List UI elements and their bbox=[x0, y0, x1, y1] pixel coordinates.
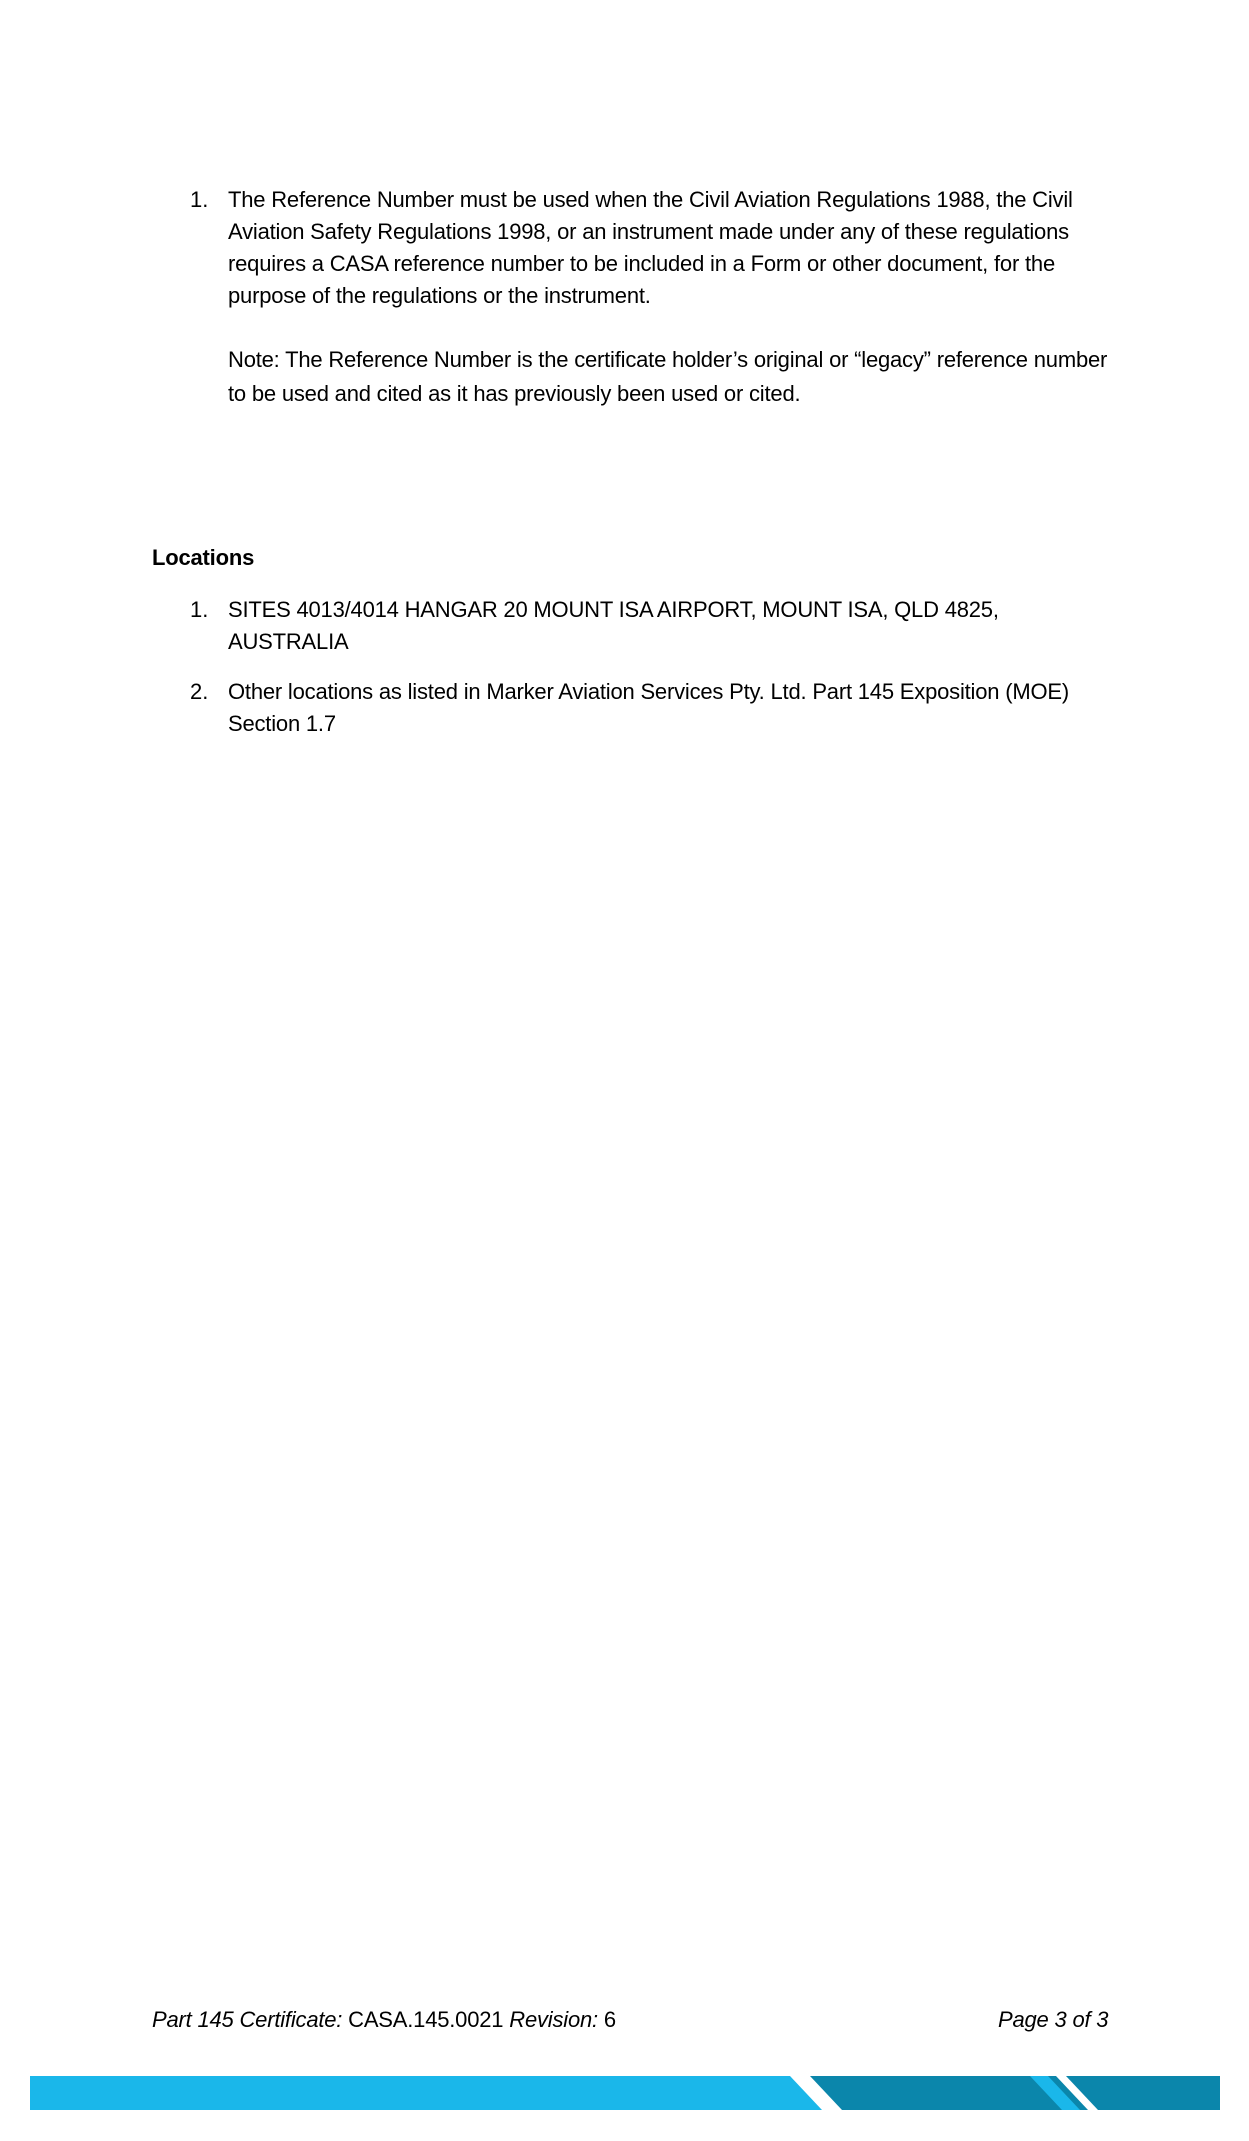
note-line: Note: The Reference Number is the certificate holder’s original or “legacy” reference number bbox=[228, 347, 1108, 372]
note-item-number: 1. bbox=[190, 187, 209, 212]
footer-band-graphic bbox=[0, 2076, 1249, 2110]
footer-page-number bbox=[998, 2005, 1108, 2035]
note-item-line: Aviation Safety Regulations 1998, or an instrument made under any of these regulations bbox=[228, 219, 1069, 244]
note-item-line: purpose of the regulations or the instrument. bbox=[228, 283, 651, 308]
revision-label: Revision: bbox=[509, 2007, 598, 2032]
footer-certificate bbox=[152, 2005, 616, 2035]
certificate-value: CASA.145.0021 bbox=[342, 2007, 510, 2032]
note-item-line: The Reference Number must be used when the Civil Aviation Regulations 1988, the Civil bbox=[228, 187, 1073, 212]
location-line: AUSTRALIA bbox=[228, 629, 349, 654]
note-line: to be used and cited as it has previously been used or cited. bbox=[228, 381, 801, 406]
note-paragraph bbox=[228, 343, 1107, 411]
location-line: Other locations as listed in Marker Aviation Services Pty. Ltd. Part 145 Exposition (MOE) bbox=[228, 679, 1069, 704]
location-number: 2. bbox=[190, 679, 209, 704]
certificate-label: Part 145 Certificate: bbox=[152, 2007, 343, 2032]
location-number: 1. bbox=[190, 597, 209, 622]
revision-value: 6 bbox=[597, 2007, 616, 2032]
location-text bbox=[228, 594, 999, 658]
location-text bbox=[228, 676, 1069, 740]
note-item-text bbox=[228, 184, 1073, 312]
note-item-line: requires a CASA reference number to be included in a Form or other document, for the bbox=[228, 251, 1055, 276]
band-light-segment bbox=[30, 2076, 822, 2110]
location-line: SITES 4013/4014 HANGAR 20 MOUNT ISA AIRPORT, MOUNT ISA, QLD 4825, bbox=[228, 597, 999, 622]
location-line: Section 1.7 bbox=[228, 711, 336, 736]
page-number: Page 3 of 3 bbox=[998, 2007, 1109, 2032]
band-dark-segment bbox=[810, 2076, 1220, 2110]
locations-heading: Locations bbox=[152, 545, 255, 570]
